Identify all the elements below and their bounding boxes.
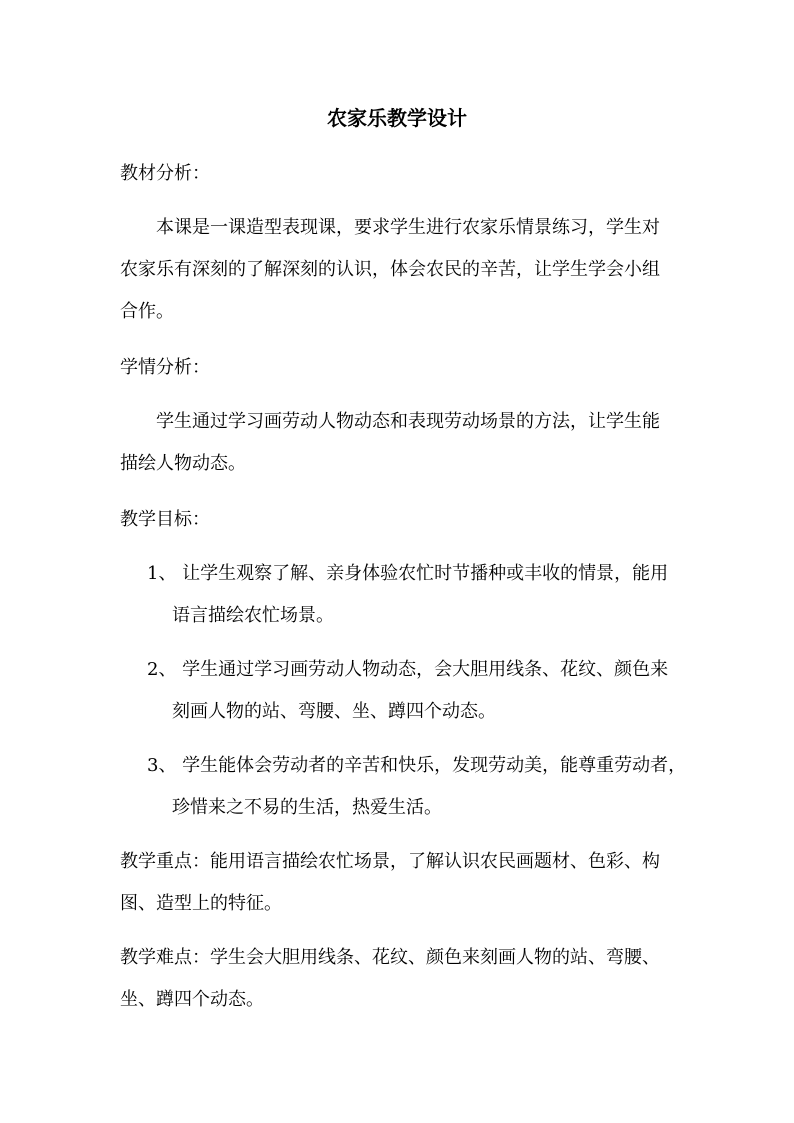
student-analysis-line: 描绘人物动态。 bbox=[120, 453, 246, 474]
student-analysis-line: 学生通过学习画劳动人物动态和表现劳动场景的方法，让学生能 bbox=[156, 411, 660, 432]
difficulties-line: 坐、蹲四个动态。 bbox=[120, 989, 264, 1010]
difficulties-line: 教学难点：学生会大胆用线条、花纹、颜色来刻画人物的站、弯腰、 bbox=[120, 947, 660, 968]
teaching-goal-item-3-cont: 珍惜来之不易的生活，热爱生活。 bbox=[172, 797, 442, 818]
teaching-goal-item-3: 3、 学生能体会劳动者的辛苦和快乐，发现劳动美，能尊重劳动者， bbox=[147, 755, 687, 776]
teaching-goal-item-2: 2、 学生通过学习画劳动人物动态，会大胆用线条、花纹、颜色来 bbox=[147, 659, 669, 680]
material-analysis-line: 农家乐有深刻的了解深刻的认识，体会农民的辛苦，让学生学会小组 bbox=[120, 259, 660, 280]
document-title: 农家乐教学设计 bbox=[327, 106, 467, 130]
teaching-goals-heading: 教学目标： bbox=[120, 509, 210, 530]
key-points-line: 教学重点：能用语言描绘农忙场景，了解认识农民画题材、色彩、构 bbox=[120, 851, 660, 872]
key-points-line: 图、造型上的特征。 bbox=[120, 893, 282, 914]
material-analysis-line: 本课是一课造型表现课，要求学生进行农家乐情景练习，学生对 bbox=[156, 217, 660, 238]
material-analysis-line: 合作。 bbox=[120, 301, 174, 322]
teaching-goal-item-1: 1、 让学生观察了解、亲身体验农忙时节播种或丰收的情景，能用 bbox=[147, 563, 669, 584]
student-analysis-heading: 学情分析： bbox=[120, 357, 210, 378]
teaching-goal-item-2-cont: 刻画人物的站、弯腰、坐、蹲四个动态。 bbox=[172, 701, 496, 722]
teaching-goal-item-1-cont: 语言描绘农忙场景。 bbox=[172, 605, 334, 626]
material-analysis-heading: 教材分析： bbox=[120, 163, 210, 184]
